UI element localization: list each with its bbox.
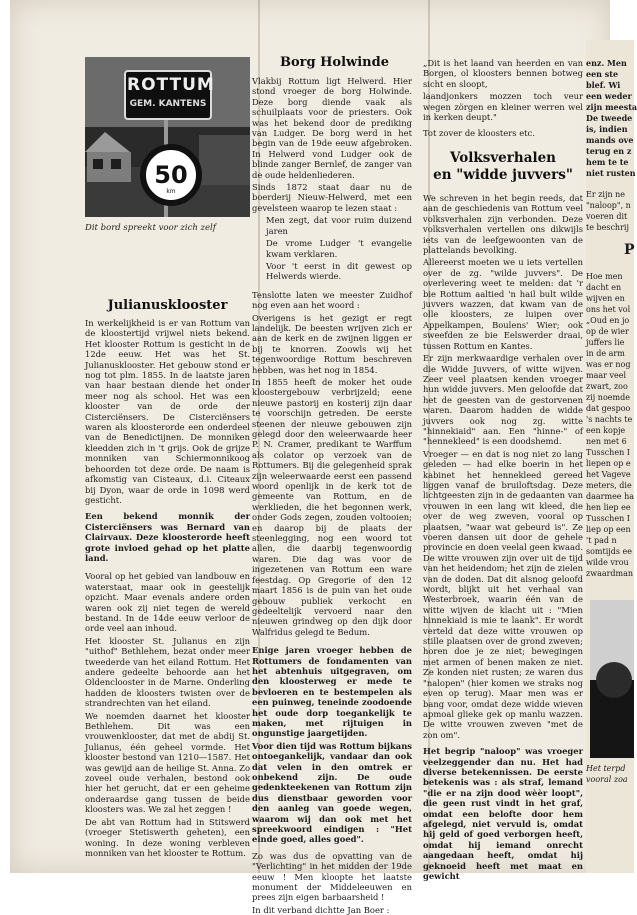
borg-bold-paragraph: Voor dien tijd was Rottum bijkans ontoegankelijk, vandaar dan ook dat velen in den omtrek er onbekend zijn. De oude gedenkteekenen van Rottum zijn dus dienstbaar geworden voor den aanleg van goede wegen, waarom wij dan ook met het spreekwoord eindigen : "Het einde goed, alles goed". <box>252 740 412 845</box>
borg-paragraph: Vlakbij Rottum ligt Helwerd. Hier stond vroeger de borg Holwinde. Deze borg diende vaak als schuilplaats voor de priesters. Ook was het bekend door de prediking van Ludger. De borg werd in het begin van de 19de eeuw afgebroken. In Helwerd vond Ludger ook de blinde zanger Bernlef, de zanger van de oude heldenliederen. <box>252 76 412 180</box>
right-fragment: wilde vrou <box>586 558 629 567</box>
right-fragment: hen liep ee <box>586 503 631 512</box>
right-photo-caption: vooral zoa <box>586 775 628 784</box>
right-fragment: meters, die <box>586 481 632 490</box>
volks-bold-paragraph: Het begrip "naloop" was vroeger veelzeggender dan nu. Het had diverse betekennissen. De eerste betekenis was : als straf, lemand "die er na zijn dood wèèr loopt", die geen rust vindt in het graf, omdat een belofte door hem afgelegd, niet vervuld is, omdat hij geld of goed verborgen heeft, omdat hij iemand onrecht aangedaan heeft, omdat hij geknoeid heeft met maat en gewicht <box>423 746 583 881</box>
borg-paragraph: Tenslotte laten we meester Zuidhof nog even aan het woord : <box>252 289 412 311</box>
right-fragment: mands ove <box>586 135 634 145</box>
right-fragment: blef. Wi <box>586 80 621 90</box>
right-fragment: in de arm <box>586 349 625 358</box>
julianus-paragraph: De abt van Rottum had in Stitswerd (vroeger Stetiswerth geheten), een woning. In deze woning verbleven monniken van het klooster te Rottum. <box>85 816 250 858</box>
heading-volksverhalen <box>420 150 586 184</box>
right-fragment: een ste <box>586 69 619 79</box>
column-julianus <box>85 318 250 866</box>
right-fragment: zijn meesta <box>586 102 637 112</box>
volks-paragraph: Allereerst moeten we u iets vertellen over de zg. "wilde juvvers". De overlevering weet te melden: dat 'r bie Rottum aaltied 'n hail bult wilde juvvers wazzen, dat kwam van de olle kloosters, ze luipen over Appelkampen, Boulens' Wier; ook sweefden ze bie Eelswerder draai, tussen Rottum en Kantes. <box>423 257 583 351</box>
right-fragment: daarmee ha <box>586 492 635 501</box>
right-fragment: enz. Men <box>586 58 627 68</box>
right-fragment: dacht en <box>586 283 622 292</box>
right-fragment: "naloop", n <box>586 201 631 210</box>
right-fragment: nen met 6 <box>586 437 627 446</box>
julianus-paragraph: Het klooster St. Julianus en zijn "uithof" Bethlehem, bezat onder meer tweederde van het eiland Rottum. Het andere gedeelte behoorde aan het Oldenclooster in de Marne. Onderling hadden de kloosters twisten over de strandrechten van het eiland. <box>85 635 250 709</box>
right-fragment: zwart, zoo <box>586 382 628 391</box>
right-photo-scene <box>590 600 634 758</box>
column-borg <box>252 76 412 915</box>
heading-borg-holwinde: Borg Holwinde <box>280 55 389 70</box>
volks-paragraph: We schreven in het begin reeds, dat aan de geschiedenis van Rottum veel volksverhalen zijn verbonden. Deze volksverhalen vertellen ons dikwijls iets van de leefgewoonten van de plattelands bevolking. <box>423 193 583 256</box>
right-fragment: is, indien <box>586 124 628 134</box>
right-photo-fragment <box>590 600 634 758</box>
right-fragment: een kopje <box>586 426 626 435</box>
sign-text-sub: GEM. KANTENS <box>129 99 207 109</box>
julianus-bold-paragraph: Een bekend monnik der Cisterciënsers was Bernard van Clairvaux. Deze kloosterorde heeft grote invloed gehad op het platte land. <box>85 511 250 563</box>
julianus-paragraph: In werkelijkheid is er van Rottum van de kloostertijd vrijwel niets bekend. Het klooster Rottum is gesticht in de 12de eeuw. Het was het St. Julianusklooster. Het gebouw stond er nog tot plm. 1855. In de laatste jaren van haar bestaan diende het onder meer nog als school. Het was een klooster van de orde der Cisterciënsers. De Cisterciënsers waren als kloosterorde een onderdeel van de Benedictijnen. De monniken kleedden zich in 't grijs. Ook de grijze monniken van Schiermonnikoog behoorden tot deze orde. De naam is afkomstig van Cisteaux, d.i. Citeaux bij Dyon, waar de orde in 1098 werd gesticht. <box>85 318 250 505</box>
right-fragment: dat gespoo <box>586 404 631 413</box>
right-fragment: wijven en <box>586 294 625 303</box>
right-fragment: liep op een <box>586 525 631 534</box>
right-fragment: zij noemde <box>586 393 630 402</box>
julianus-paragraph: Vooral op het gebied van landbouw en waterstaat, maar ook in geestelijk opzicht. Maar evenals andere orden waren ook zij niet tegen de wereld bestand. In de 14de eeuw verloor de orde veel aan inhoud. <box>85 571 250 634</box>
sign-text-top: ROTTUM <box>127 75 215 95</box>
heading-volksverhalen-line1: Volksverhalen <box>450 150 556 166</box>
right-fragment: hem te te <box>586 157 629 167</box>
right-fragment: liepen op e <box>586 459 631 468</box>
right-photo-caption: Het terpd <box>586 764 626 773</box>
right-fragment: De tweede <box>586 113 633 123</box>
right-fragment: was er nog <box>586 360 631 369</box>
quote-line: laandjonkers mozzen toch veur wegen zörgen en kleiner werren wel in kerken deupt." <box>423 91 583 123</box>
speed-limit-unit: km <box>166 188 176 195</box>
borg-poem-line: Men zegt, dat voor ruim duizend jaren <box>266 215 412 236</box>
right-fragment: somtijds ee <box>586 547 632 556</box>
right-fragment: ons het vol <box>586 305 631 314</box>
borg-paragraph: Sinds 1872 staat daar nu de boerderij Nieuw-Helwerd, met een gevelsteen waarop te lezen staat : <box>252 182 412 213</box>
right-fragment: het Vageve <box>586 470 631 479</box>
borg-paragraph: In 1855 heeft de moker het oude kloostergebouw verbrijzeld; eene nieuwe pastorij en kosterij zijn daar te voorschijn getreden. De eerste steenen der nieuwe gebouwen zijn gelegd door den weleerwaarde heer P. N. Cramer, predikant te Warffum als colator op verzoek van de Rottumers. Bij die gelegenheid sprak zijn weleerwaarde eerst een passend woord openlijk in de kerk tot de gemeente van Rottum, en de werklieden, die het begonnen werk, onder Gods zegen, zouden voltooien; en daarop bij de plaats der steenlegging, nog een woord tot allen, die daarbij tegenwoordig waren. Die dag was voor de ingezetenen van Rottum een ware feestdag. Op Gregorie of den 12 maart 1856 is de puin van het oude gebouw publiek verkocht en gedeeltelijk vervoerd naar den nieuwen grindweg op den dijk door Walfridus gelegd te Bedum. <box>252 376 412 637</box>
quote-line: Tot zover de kloosters etc. <box>423 128 535 139</box>
volks-paragraph: Er zijn merkwaardige verhalen over die Widde Juvvers, of witte wijven. Zeer veel plaatsen kenden vroeger hun widde juvvers. Men geloofde dat het de geesten van de gestorvenen waren. Daarom hadden de widde juvvers ook nog zg. witte "hinnekiaid" aan. Een "hinne-" of "hennekleed" is een doodshemd. <box>423 353 583 447</box>
right-fragment: maar veel <box>586 371 627 380</box>
right-fragment: 't pad n <box>586 536 617 545</box>
right-quote: „Oud en jo <box>586 316 630 325</box>
volks-paragraph: Vroeger — en dat is nog niet zo lang geleden — had elke boerin in het kabinet het hennekleed gereed liggen vanaf de bruiloftsdag. Deze lichtgeesten zijn in de gedaanten van vrouwen in een lang wit kleed, die over de weg zweven, vooral op plaatsen, "waar wat gebeurd is". Ze voeren dansen uit door de gehele provincie en doen veelal geen kwaad. De witte vrouwen zijn over uit de tijd van het heidendom; het zijn de zielen van de doden. Dat dit alsnog geloofd wordt, blijkt uit het verhaal van Westerbroek, waarin één van de witte wijven de klacht uit : "Mien hinnekiaid is mie te laank". Er wordt verteld dat deze witte vrouwen op stille plaatsen over de grond zweven; horen doe je ze niet; bewegingen met armen of benen maken ze niet. Ze konden niet rusten; ze waren dus "nalopen" (hier komen we straks nog even op terug). Maar men was er bang voor, omdat deze widde wieven apmoal glieke gek op manlu wazzen. De witte vrouwen zweven "met de zon om". <box>423 448 583 740</box>
right-fragment: Er zijn ne <box>586 190 626 199</box>
right-heading-fragment: P <box>624 242 635 258</box>
borg-paragraph: In dit verband dichtte Jan Boer : <box>252 904 390 915</box>
photo-caption: Dit bord spreekt voor zich zelf <box>85 223 216 233</box>
right-fragment: juffers lie <box>586 338 625 347</box>
right-fragment: Tusschen I <box>586 448 630 457</box>
right-fragment: terug en z <box>586 146 632 156</box>
column-volksverhalen <box>423 193 583 881</box>
right-fragment: zwaardman <box>586 569 634 578</box>
borg-paragraph: Overigens is het gezigt er regt landelijk. De beesten wrijven zich er aan de kerk en de zwijnen liggen er bij te knorren. Zoowls wij het tegenwoordige Rottum beschreven hebben, was het nog in 1854. <box>252 312 412 375</box>
quote-line: „Dit is het laand van heerden en van Borgen, ol kloosters bennen botweg sicht en sloopt, <box>423 58 583 89</box>
right-fragment: voeren dit <box>586 212 628 221</box>
speed-limit-number: 50 <box>154 161 188 189</box>
right-fragment: niet rusten <box>586 168 636 178</box>
borg-poem-line: De vrome Ludger 't evangelie kwam verklaren. <box>266 238 412 259</box>
right-quote: op de wier <box>586 327 629 336</box>
julianus-paragraph: We noemden daarnet het klooster Bethlehem. Dit was een vrouwenklooster, dat met de abdij St. Julianus, één geheel vormde. Het klooster bestond van 1210—1587. Het was gewijd aan de heilige St. Anna. Zo zoveel oude verhalen, bestond ook hier het gerucht, dat er een geheime onderaardse gang tussen de beide kloosters was. We zal het zeggen ! <box>85 710 250 815</box>
borg-paragraph: Zo was dus de opvatting van de "Verlichting" in het midden der 19de eeuw ! Men kloopte het laatste monument der Middeleeuwen en prees zijn eigen barbaarsheid ! <box>252 850 412 903</box>
right-fragment: Hoe men <box>586 272 623 281</box>
heading-julianusklooster: Julianusklooster <box>107 298 228 313</box>
photo-rottum-sign <box>85 57 250 217</box>
heading-volksverhalen-line2: en "widde juvvers" <box>433 167 573 183</box>
borg-poem-line: Voor 't eerst in dit gewest op Helwerds wierde. <box>266 260 412 282</box>
right-fragment: Tusschen I <box>586 514 630 523</box>
column-quote <box>423 58 583 138</box>
right-fragment: 's nachts te <box>586 415 633 424</box>
borg-bold-paragraph: Enige jaren vroeger hebben de Rottumers de fondamenten van het abtenhuis uitgegraven, om den kloosterweg er mede te bevloeren en te bestempelen als een puinweg, teneinde zoodoende het oude dorp toegankelijk te maken, met rijtuigen in ongunstige jaargetijden. <box>252 645 412 739</box>
right-fragment: te beschrij <box>586 223 629 232</box>
right-fragment: een weder <box>586 91 632 101</box>
